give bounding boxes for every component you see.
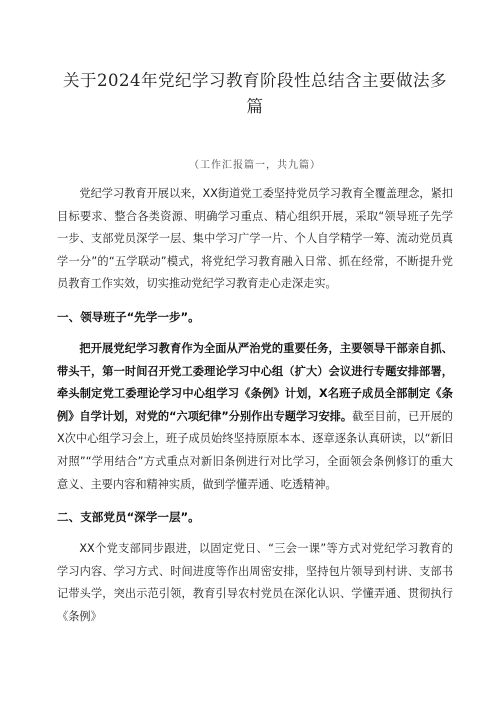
section-1-paragraph <box>57 338 453 496</box>
section-2-paragraph: XX个党支部同步跟进，以固定党日、“三会一课”等方式对党纪学习教育的学习内容、学习方式、时间进度等作出周密安排，坚持包片领导到村讲、支部书记带头学，突出示范引领，教育引导农村党员在深化认识、学懂弄通、贯彻执行《条例》 <box>57 542 453 623</box>
section-2-heading: 二、支部党员“深学一层”。 <box>57 510 200 525</box>
section-1-bold-text: 把开展党纪学习教育作为全面从严治党的重要任务，主要领导干部亲自抓、带头干，第一时间召开党工委理论学习中心组（扩大）会议进行专题安排部署，牵头制定党工委理论学习中心组学习《条例》计划，X名班子成员全部制定《条例》自学计划，对党的“六项纪律”分别作出专题学习安排。 <box>57 341 453 423</box>
intro-paragraph: 党纪学习教育开展以来，XX街道党工委坚持党员学习教育全覆盖理念，紧扣目标要求、整合各类资源、明确学习重点、精心组织开展，采取“领导班子先学一步、支部党员深学一层、集中学习广学一片、个人自学精学一筹、流动党员真学一分”的“五学联动”模式，将党纪学习教育融入日常、抓在经常，不断提升党员教育工作实效，切实推动党纪学习教育走心走深走实。 <box>57 187 453 291</box>
section-1-heading: 一、领导班子“先学一步”。 <box>57 309 200 324</box>
section-1-text: 截至目前，已开展的X次中心组学习会上，班子成员始终坚持原原本本、逐章逐条认真研读，以“新旧对照”“学用结合”方式重点对新旧条例进行对比学习，全面领会条例修订的重大意义、主要内容和精神实质，做到学懂弄通、吃透精神。 <box>57 409 453 491</box>
document-title: 关于2024年党纪学习教育阶段性总结含主要做法多篇 <box>63 71 447 116</box>
document-subtitle: （工作汇报篇一，共九篇） <box>189 160 321 171</box>
